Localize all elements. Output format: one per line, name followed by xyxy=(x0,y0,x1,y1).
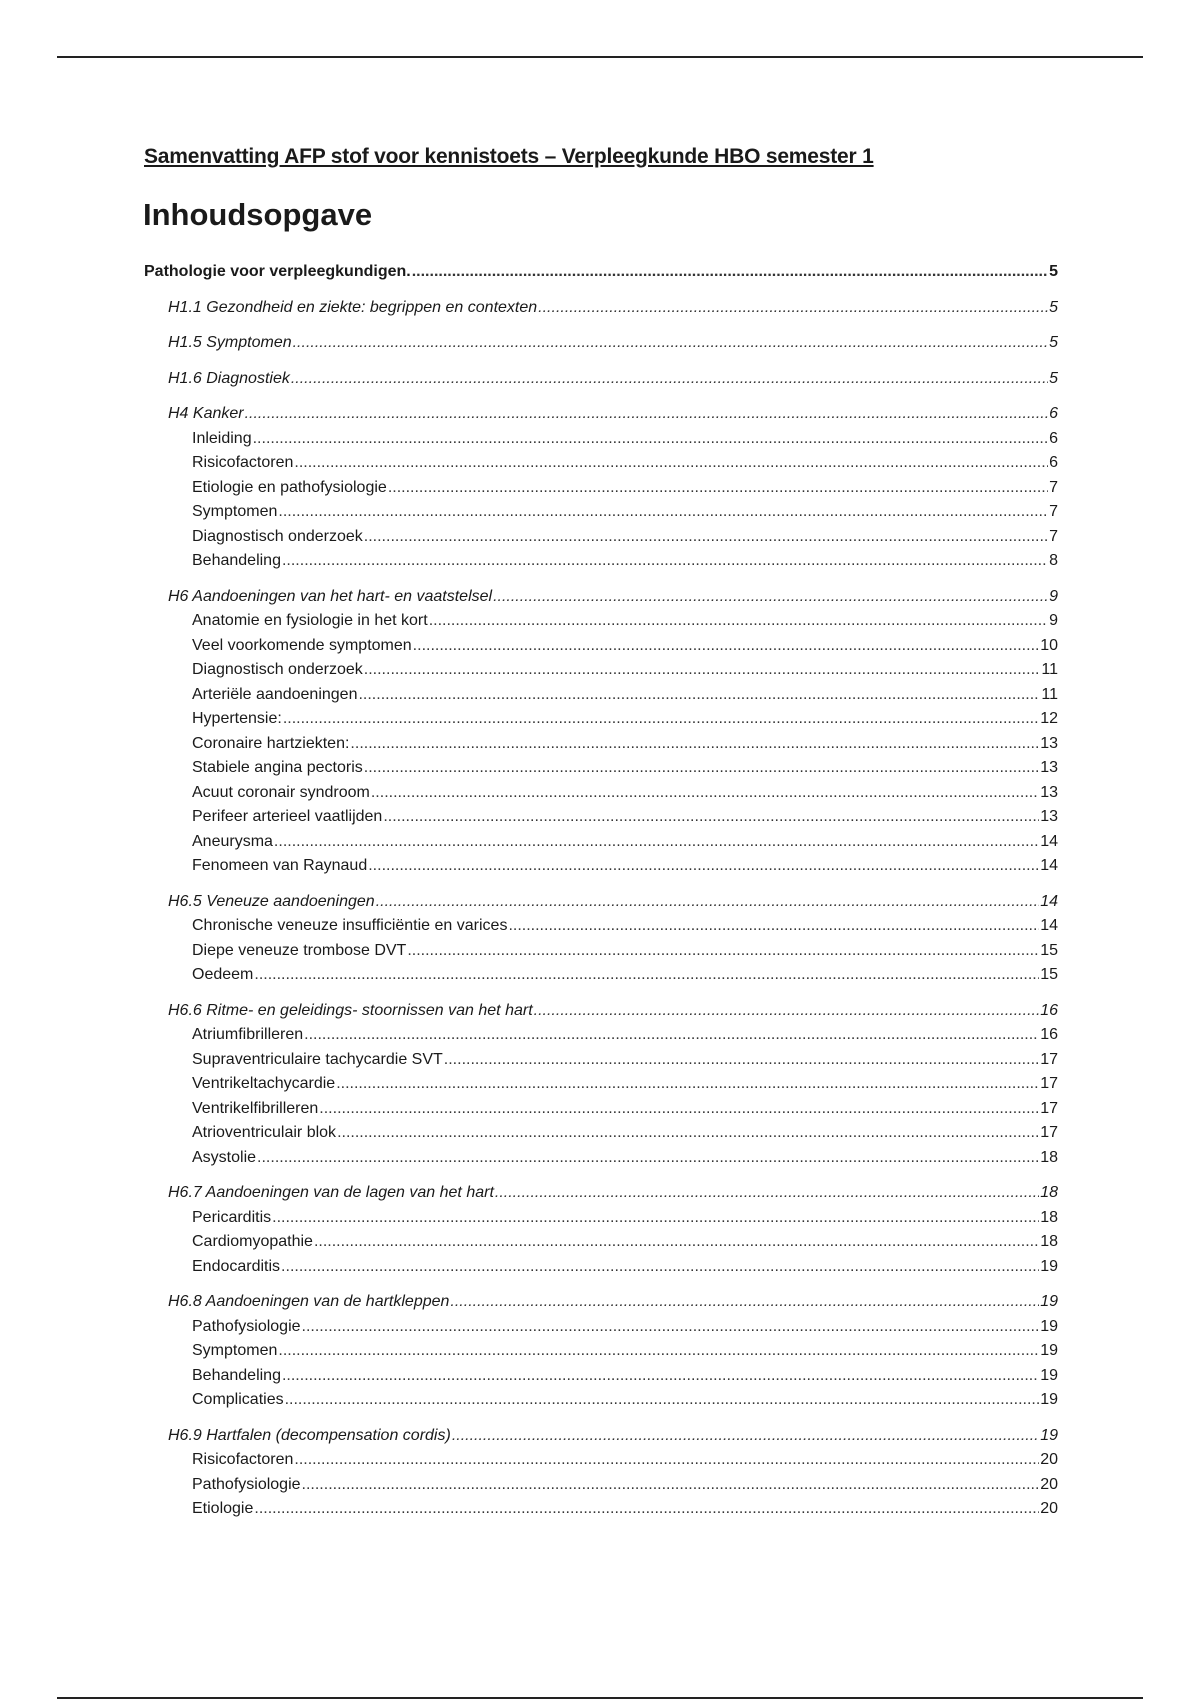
toc-entry-title: Stabiele angina pectoris xyxy=(192,759,363,776)
toc-dot-leader xyxy=(245,402,1049,427)
toc-entry[interactable] xyxy=(144,634,1058,659)
toc-entry-title: Coronaire hartziekten: xyxy=(192,734,350,752)
toc-dot-leader xyxy=(508,914,1039,939)
toc-dot-leader xyxy=(294,451,1048,476)
toc-entry[interactable] xyxy=(144,1048,1058,1073)
toc-entry-title: Complicaties xyxy=(192,1391,284,1408)
toc-entry-page: 5 xyxy=(1049,334,1058,351)
toc-entry[interactable] xyxy=(144,781,1058,806)
toc-entry-title: Pathofysiologie xyxy=(192,1317,301,1335)
toc-entry[interactable] xyxy=(144,707,1058,732)
toc-entry-page: 17 xyxy=(1040,1050,1058,1068)
toc-dot-leader xyxy=(452,1424,1039,1449)
toc-entry-title: Etiologie xyxy=(192,1500,254,1517)
toc-heading: Inhoudsopgave xyxy=(143,197,373,232)
toc-dot-leader xyxy=(337,1121,1039,1146)
toc-entry-title: Diagnostisch onderzoek xyxy=(192,527,363,545)
toc-dot-leader xyxy=(304,1023,1039,1048)
toc-entry[interactable] xyxy=(144,402,1058,427)
toc-entry-title: H6.5 Veneuze aandoeningen xyxy=(168,892,375,910)
toc-dot-leader xyxy=(350,732,1039,757)
toc-entry-page: 16 xyxy=(1040,1001,1058,1019)
toc-entry[interactable] xyxy=(144,1255,1058,1280)
toc-entry-page: 5 xyxy=(1049,298,1058,316)
toc-entry-page: 15 xyxy=(1040,966,1058,983)
toc-dot-leader xyxy=(444,1048,1039,1073)
toc-entry-page: 9 xyxy=(1049,587,1058,605)
toc-dot-leader xyxy=(376,890,1040,915)
toc-entry[interactable] xyxy=(144,331,1058,356)
toc-entry[interactable] xyxy=(144,963,1058,988)
toc-entry[interactable] xyxy=(144,732,1058,757)
toc-entry[interactable] xyxy=(144,939,1058,964)
toc-entry[interactable] xyxy=(144,658,1058,683)
toc-entry-title: Fenomeen van Raynaud xyxy=(192,857,368,874)
toc-dot-leader xyxy=(388,476,1048,501)
toc-entry[interactable] xyxy=(144,1315,1058,1340)
toc-entry[interactable] xyxy=(144,890,1058,915)
toc-entry-page: 17 xyxy=(1040,1075,1058,1092)
toc-entry-title: Veel voorkomende symptomen xyxy=(192,636,412,654)
toc-entry-page: 5 xyxy=(1049,263,1058,280)
toc-entry-page: 14 xyxy=(1040,832,1058,850)
toc-entry-page: 7 xyxy=(1049,503,1058,520)
toc-entry-page: 7 xyxy=(1049,478,1058,496)
toc-dot-leader xyxy=(364,658,1041,683)
toc-entry-page: 20 xyxy=(1040,1500,1058,1517)
toc-entry-page: 18 xyxy=(1040,1184,1058,1201)
toc-dot-leader xyxy=(413,634,1040,659)
toc-entry[interactable] xyxy=(144,683,1058,708)
toc-entry-page: 6 xyxy=(1049,429,1058,447)
toc-entry-page: 13 xyxy=(1040,808,1058,825)
toc-entry-title: Symptomen xyxy=(192,1342,278,1359)
toc-dot-leader xyxy=(358,683,1040,708)
toc-dot-leader xyxy=(291,367,1048,392)
toc-entry-title: H6.9 Hartfalen (decompensation cordis) xyxy=(168,1426,451,1444)
toc-dot-leader xyxy=(278,500,1048,525)
toc-entry-page: 14 xyxy=(1040,857,1058,874)
toc-dot-leader xyxy=(254,1497,1039,1522)
toc-entry[interactable] xyxy=(144,1473,1058,1498)
toc-entry[interactable] xyxy=(144,525,1058,550)
toc-entry-page: 18 xyxy=(1040,1148,1058,1166)
toc-entry-title: Risicofactoren xyxy=(192,454,294,471)
toc-entry[interactable] xyxy=(144,1388,1058,1413)
toc-entry[interactable] xyxy=(144,427,1058,452)
toc-entry[interactable] xyxy=(144,1181,1058,1206)
toc-entry[interactable] xyxy=(144,1230,1058,1255)
toc-dot-leader xyxy=(364,525,1048,550)
toc-entry[interactable] xyxy=(144,260,1058,285)
toc-entry-page: 19 xyxy=(1040,1293,1058,1310)
table-of-contents xyxy=(144,260,1058,1522)
toc-dot-leader xyxy=(538,296,1048,321)
toc-entry-page: 13 xyxy=(1040,759,1058,776)
toc-entry-title: Diagnostisch onderzoek xyxy=(192,661,363,678)
toc-entry[interactable] xyxy=(144,1497,1058,1522)
toc-dot-leader xyxy=(302,1315,1040,1340)
footer-rule xyxy=(57,1697,1143,1699)
toc-entry-title: H1.5 Symptomen xyxy=(168,334,292,351)
toc-entry-title: Endocarditis xyxy=(192,1257,281,1275)
toc-dot-leader xyxy=(364,756,1039,781)
toc-entry-title: Ventrikeltachycardie xyxy=(192,1075,336,1092)
toc-entry-title: Behandeling xyxy=(192,552,281,569)
toc-entry-page: 19 xyxy=(1040,1317,1058,1335)
toc-dot-leader xyxy=(302,1473,1040,1498)
toc-entry-title: Perifeer arterieel vaatlijden xyxy=(192,808,383,825)
toc-entry[interactable] xyxy=(144,1364,1058,1389)
toc-entry-page: 8 xyxy=(1049,552,1058,569)
toc-entry-title: H4 Kanker xyxy=(168,405,244,422)
toc-entry-page: 12 xyxy=(1040,710,1058,727)
toc-entry-page: 13 xyxy=(1040,734,1058,752)
toc-dot-leader xyxy=(281,1255,1039,1280)
toc-entry-title: Arteriële aandoeningen xyxy=(192,685,358,703)
toc-entry-page: 19 xyxy=(1040,1257,1058,1275)
toc-entry-page: 19 xyxy=(1040,1342,1058,1359)
toc-entry[interactable] xyxy=(144,367,1058,392)
toc-entry-page: 19 xyxy=(1040,1391,1058,1408)
toc-entry-title: Chronische veneuze insufficiëntie en varices xyxy=(192,917,508,934)
toc-entry-page: 16 xyxy=(1040,1026,1058,1043)
toc-entry[interactable] xyxy=(144,609,1058,634)
toc-entry-title: Etiologie en pathofysiologie xyxy=(192,478,387,496)
toc-entry-title: Risicofactoren xyxy=(192,1451,294,1468)
toc-entry[interactable] xyxy=(144,1097,1058,1122)
toc-entry-page: 19 xyxy=(1040,1366,1058,1384)
toc-dot-leader xyxy=(257,1146,1039,1171)
toc-entry-title: Atrioventriculair blok xyxy=(192,1124,337,1141)
toc-entry[interactable] xyxy=(144,999,1058,1024)
toc-entry-title: Supraventriculaire tachycardie SVT xyxy=(192,1050,443,1068)
header-rule xyxy=(57,56,1143,58)
toc-entry-title: Pathologie voor verpleegkundigen. xyxy=(144,263,411,280)
toc-entry-page: 11 xyxy=(1041,661,1058,678)
toc-entry-page: 17 xyxy=(1040,1099,1058,1117)
toc-entry[interactable] xyxy=(144,476,1058,501)
toc-entry-page: 14 xyxy=(1040,892,1058,910)
toc-entry[interactable] xyxy=(144,451,1058,476)
toc-dot-leader xyxy=(429,609,1048,634)
toc-entry[interactable] xyxy=(144,1072,1058,1097)
toc-entry-page: 6 xyxy=(1049,454,1058,471)
toc-dot-leader xyxy=(371,781,1039,806)
toc-entry-title: Asystolie xyxy=(192,1148,257,1166)
toc-dot-leader xyxy=(314,1230,1039,1255)
toc-entry[interactable] xyxy=(144,1290,1058,1315)
toc-entry-page: 15 xyxy=(1040,941,1058,959)
toc-entry-page: 17 xyxy=(1040,1124,1058,1141)
toc-entry-title: H1.6 Diagnostiek xyxy=(168,369,290,387)
toc-dot-leader xyxy=(274,830,1039,855)
toc-entry[interactable] xyxy=(144,1023,1058,1048)
toc-dot-leader xyxy=(294,1448,1039,1473)
toc-entry[interactable] xyxy=(144,805,1058,830)
toc-entry-page: 20 xyxy=(1040,1451,1058,1468)
toc-entry-title: H1.1 Gezondheid en ziekte: begrippen en contexten xyxy=(168,298,538,316)
toc-entry[interactable] xyxy=(144,296,1058,321)
toc-entry-page: 7 xyxy=(1049,527,1058,545)
toc-entry-title: Anatomie en fysiologie in het kort xyxy=(192,612,428,629)
toc-entry[interactable] xyxy=(144,914,1058,939)
toc-entry-title: Pericarditis xyxy=(192,1208,272,1226)
toc-entry[interactable] xyxy=(144,549,1058,574)
document-title: Samenvatting AFP stof voor kennistoets – Verpleegkunde HBO semester 1 xyxy=(144,145,874,168)
toc-entry[interactable] xyxy=(144,756,1058,781)
toc-entry[interactable] xyxy=(144,1121,1058,1146)
toc-entry[interactable] xyxy=(144,1448,1058,1473)
toc-entry-title: Cardiomyopathie xyxy=(192,1233,313,1250)
toc-entry-title: Behandeling xyxy=(192,1366,281,1384)
toc-entry-title: Atriumfibrilleren xyxy=(192,1026,304,1043)
toc-entry-title: H6.8 Aandoeningen van de hartkleppen xyxy=(168,1293,450,1310)
toc-dot-leader xyxy=(368,854,1039,879)
toc-dot-leader xyxy=(285,1388,1040,1413)
toc-entry[interactable] xyxy=(144,500,1058,525)
toc-entry-title: H6.7 Aandoeningen van de lagen van het hart xyxy=(168,1184,494,1201)
toc-entry[interactable] xyxy=(144,830,1058,855)
toc-dot-leader xyxy=(407,939,1039,964)
toc-entry-title: Inleiding xyxy=(192,429,252,447)
toc-dot-leader xyxy=(282,1364,1039,1389)
toc-entry-title: Diepe veneuze trombose DVT xyxy=(192,941,407,959)
toc-entry-page: 20 xyxy=(1040,1475,1058,1493)
toc-dot-leader xyxy=(272,1206,1039,1231)
toc-entry-page: 10 xyxy=(1040,636,1058,654)
toc-entry-page: 6 xyxy=(1049,405,1058,422)
toc-entry[interactable] xyxy=(144,1339,1058,1364)
toc-dot-leader xyxy=(319,1097,1039,1122)
toc-entry[interactable] xyxy=(144,1206,1058,1231)
toc-entry-title: Hypertensie: xyxy=(192,710,282,727)
toc-dot-leader xyxy=(293,331,1048,356)
toc-dot-leader xyxy=(493,585,1048,610)
toc-entry-page: 11 xyxy=(1041,685,1058,703)
toc-dot-leader xyxy=(254,963,1039,988)
toc-entry-title: Symptomen xyxy=(192,503,278,520)
toc-dot-leader xyxy=(336,1072,1039,1097)
toc-entry-page: 9 xyxy=(1049,612,1058,629)
toc-dot-leader xyxy=(283,707,1039,732)
toc-dot-leader xyxy=(383,805,1039,830)
toc-entry-title: Aneurysma xyxy=(192,832,273,850)
toc-entry-title: Oedeem xyxy=(192,966,254,983)
toc-entry[interactable] xyxy=(144,854,1058,879)
toc-entry-page: 13 xyxy=(1040,783,1058,801)
toc-entry-title: H6 Aandoeningen van het hart- en vaatstelsel xyxy=(168,587,493,605)
toc-entry-page: 18 xyxy=(1040,1233,1058,1250)
toc-dot-leader xyxy=(253,427,1048,452)
toc-dot-leader xyxy=(278,1339,1039,1364)
toc-entry-page: 14 xyxy=(1040,917,1058,934)
toc-dot-leader xyxy=(412,260,1048,285)
toc-entry[interactable] xyxy=(144,1424,1058,1449)
toc-entry-page: 5 xyxy=(1049,369,1058,387)
toc-entry-title: H6.6 Ritme- en geleidings- stoornissen van het hart xyxy=(168,1001,533,1019)
toc-dot-leader xyxy=(495,1181,1039,1206)
toc-dot-leader xyxy=(534,999,1040,1024)
toc-dot-leader xyxy=(450,1290,1039,1315)
toc-entry[interactable] xyxy=(144,585,1058,610)
toc-entry-page: 19 xyxy=(1040,1426,1058,1444)
toc-dot-leader xyxy=(282,549,1048,574)
toc-entry-title: Ventrikelfibrilleren xyxy=(192,1099,319,1117)
toc-entry-title: Pathofysiologie xyxy=(192,1475,301,1493)
toc-entry-title: Acuut coronair syndroom xyxy=(192,783,370,801)
toc-entry[interactable] xyxy=(144,1146,1058,1171)
toc-entry-page: 18 xyxy=(1040,1208,1058,1226)
